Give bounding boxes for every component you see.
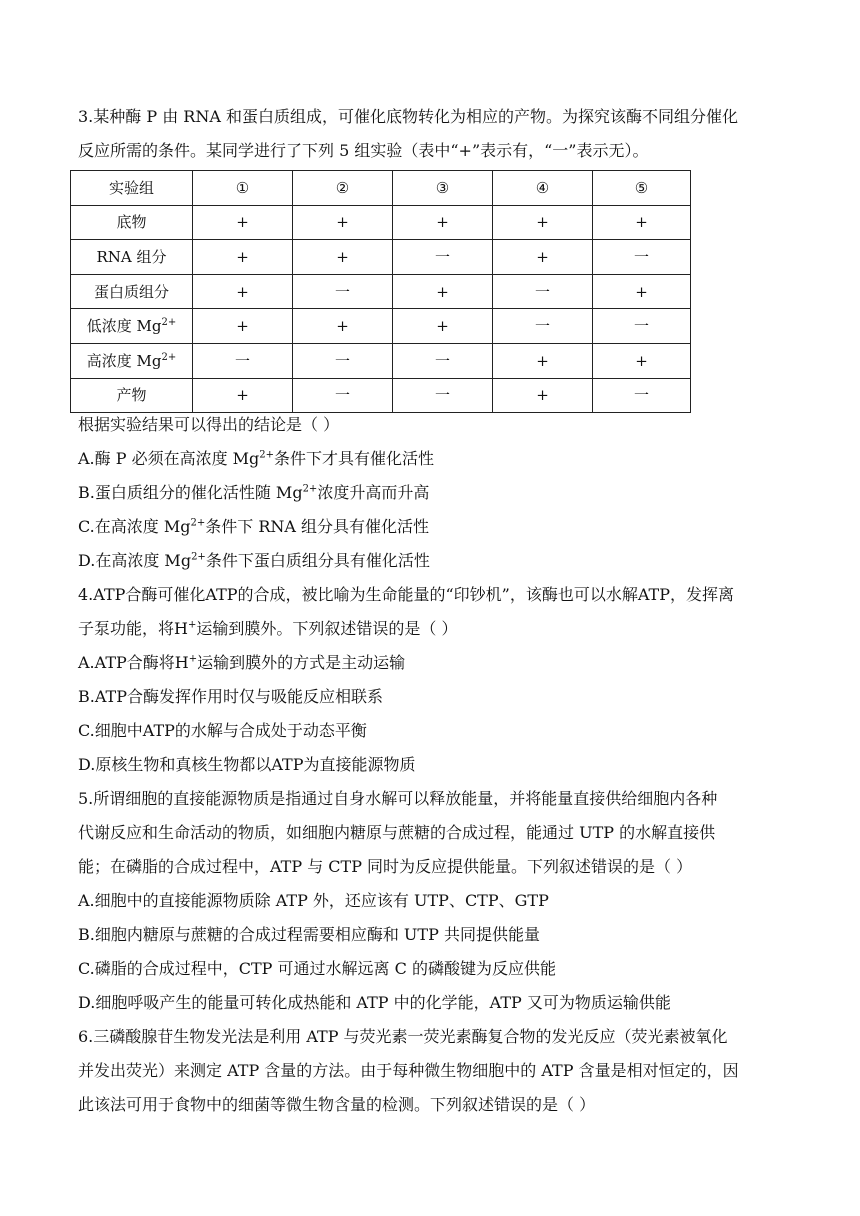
q6-line-2: 并发出荧光）来测定 ATP 含量的方法。由于每种微生物细胞中的 ATP 含量是相对恒定的，因 [78,1061,739,1080]
q5-line-3: 能；在磷脂的合成过程中，ATP 与 CTP 同时为反应提供能量。下列叙述错误的是（ ） [78,857,693,876]
q3-option-a: A.酶 P 必须在高浓度 $Mg^{2+}$条件下才具有催化活性 [78,449,435,468]
table-cell: + [293,309,393,344]
table-cell: + [193,205,293,240]
q4-option-b: B.ATP合酶发挥作用时仅与吸能反应相联系 [78,687,383,706]
q5-option-b: B.细胞内糖原与蔗糖的合成过程需要相应酶和 UTP 共同提供能量 [78,925,540,944]
table-cell: 一 [293,274,393,309]
table-header-cell: ① [193,171,293,206]
table-cell: 一 [593,378,691,413]
table-row [71,378,691,413]
table-row [71,205,691,240]
table-cell: + [593,274,691,309]
q6-line-3: 此该法可用于食物中的细菌等微生物含量的检测。下列叙述错误的是（ ） [78,1095,596,1114]
table-cell: + [293,240,393,275]
table-cell: 一 [393,240,493,275]
table-cell: + [493,205,593,240]
table-cell: + [493,378,593,413]
table-row [71,274,691,309]
q3-prompt: 根据实验结果可以得出的结论是（ ） [78,415,340,434]
q5-option-c: C.磷脂的合成过程中，CTP 可通过水解远离 C 的磷酸键为反应供能 [78,959,556,978]
table-header-cell: ⑤ [593,171,691,206]
table-cell: + [393,205,493,240]
table-cell: 一 [193,343,293,378]
table-row-label: 蛋白质组分 [71,274,193,309]
table-cell: + [393,274,493,309]
table-cell: + [293,205,393,240]
q6-line-1: 6.三磷酸腺苷生物发光法是利用 ATP 与荧光素一荧光素酶复合物的发光反应（荧光素被氧化 [78,1027,728,1046]
table-cell: 一 [593,240,691,275]
q3-line-2: 反应所需的条件。某同学进行了下列 5 组实验（表中“+”表示有，“一”表示无）。 [78,141,649,160]
q5-line-2: 代谢反应和生命活动的物质，如细胞内糖原与蔗糖的合成过程，能通过 UTP 的水解直接供 [78,823,716,842]
table-cell: + [493,240,593,275]
q4-option-a: A.ATP合酶将H+运输到膜外的方式是主动运输 [78,653,406,672]
table-row-label: 高浓度 $Mg^{2+}$ [71,343,193,378]
q5-line-1: 5.所谓细胞的直接能源物质是指通过自身水解可以释放能量，并将能量直接供给细胞内各种 [78,789,718,808]
q4-line-2: 子泵功能，将H+运输到膜外。下列叙述错误的是（ ） [78,619,458,638]
q3-option-d: D.在高浓度 $Mg^{2+}$条件下蛋白质组分具有催化活性 [78,551,430,570]
table-header-cell: ③ [393,171,493,206]
q5-option-d: D.细胞呼吸产生的能量可转化成热能和 ATP 中的化学能，ATP 又可为物质运输供能 [78,993,671,1012]
table-cell: + [193,274,293,309]
table-cell: + [593,343,691,378]
experiment-table [70,170,691,413]
table-cell: 一 [493,309,593,344]
table-cell: 一 [293,378,393,413]
table-cell: + [193,309,293,344]
table-header-cell: 实验组 [71,171,193,206]
table-cell: 一 [593,309,691,344]
q4-option-c: C.细胞中ATP的水解与合成处于动态平衡 [78,721,367,740]
table-header-cell: ④ [493,171,593,206]
table-row [71,309,691,344]
table-row-label: 低浓度 $Mg^{2+}$ [71,309,193,344]
table-cell: + [393,309,493,344]
q5-option-a: A.细胞中的直接能源物质除 ATP 外，还应该有 UTP、CTP、GTP [78,891,549,910]
table-row [71,343,691,378]
q3-option-b: B.蛋白质组分的催化活性随 $Mg^{2+}$浓度升高而升高 [78,483,430,502]
table-cell: 一 [293,343,393,378]
table-row-label: RNA 组分 [71,240,193,275]
table-row-label: 产物 [71,378,193,413]
table-cell: 一 [493,274,593,309]
table-cell: + [593,205,691,240]
table-cell: + [493,343,593,378]
table-row-label: 底物 [71,205,193,240]
table-row [71,240,691,275]
table-cell: 一 [393,343,493,378]
q3-option-c: C.在高浓度 $Mg^{2+}$条件下 RNA 组分具有催化活性 [78,517,430,536]
table-cell: + [193,378,293,413]
q4-line-1: 4.ATP合酶可催化ATP的合成，被比喻为生命能量的“印钞机”，该酶也可以水解ATP，发挥离 [78,585,734,604]
q4-option-d: D.原核生物和真核生物都以ATP为直接能源物质 [78,755,416,774]
table-header-row [71,171,691,206]
q3-line-1: 3.某种酶 P 由 RNA 和蛋白质组成，可催化底物转化为相应的产物。为探究该酶不同组分催化 [78,107,738,126]
table-header-cell: ② [293,171,393,206]
table-cell: + [193,240,293,275]
table-cell: 一 [393,378,493,413]
